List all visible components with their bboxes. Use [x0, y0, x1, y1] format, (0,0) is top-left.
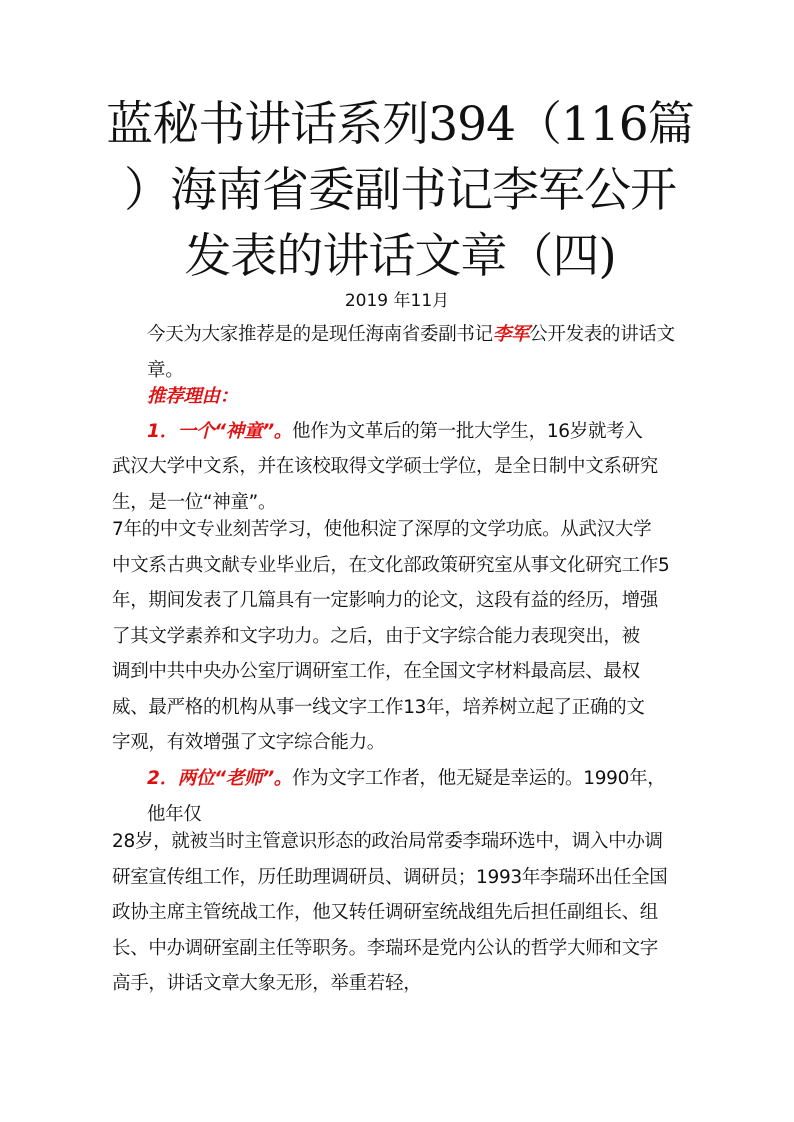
point1-first-line: [147, 414, 643, 450]
text-line: 政协主席主管统战工作，他又转任调研室统战组先后担任副组长、组: [112, 902, 659, 923]
paragraph-three: [112, 824, 667, 1002]
recommend-heading-text: 推荐理由：: [147, 386, 239, 407]
title-line: 蓝秘书讲话系列394（116篇: [106, 97, 694, 152]
intro-paragraph: [147, 317, 675, 388]
document-date: 2019 年11月: [344, 291, 450, 311]
point1-text: 他作为文革后的第一批大学生，16岁就考入: [292, 421, 643, 442]
point2-text: 作为文字工作者，他无疑是幸运的。1990年，: [292, 768, 666, 789]
text-line: 他年仅: [147, 803, 202, 825]
text-line: 武汉大学中文系，并在该校取得文学硕士学位，是全日制中文系研究: [112, 456, 659, 477]
text-line: 高手，讲话文章大象无形，举重若轻，: [112, 973, 422, 994]
person-name-highlight: 李军: [492, 324, 530, 345]
title-line: ）海南省委副书记李军公开: [124, 163, 676, 218]
intro-line: [147, 317, 675, 353]
text-line: 28岁，就被当时主管意识形态的政治局常委李瑞环选中，调入中办调: [112, 831, 663, 852]
paragraph-two: [112, 512, 669, 761]
text-line: 威、最严格的机构从事一线文字工作13年，培养树立起了正确的文: [112, 696, 645, 718]
text-line: 了其文学素养和文字功力。之后，由于文字综合能力表现突出，被: [112, 625, 640, 647]
intro-line: 章。: [147, 359, 184, 381]
text-line: 长、中办调研室副主任等职务。李瑞环是党内公认的哲学大师和文字: [112, 937, 659, 959]
text-line: 字观，有效增强了文字综合能力。: [112, 732, 386, 753]
point1-heading: 1．一个“神童”。: [147, 421, 293, 442]
text-line: 生，是一位“神童”。: [112, 491, 277, 513]
text-line: 研室宣传组工作，历任助理调研员、调研员；1993年李瑞环出任全国: [112, 866, 668, 888]
text-line: 年，期间发表了几篇具有一定影响力的论文，这段有益的经历，增强: [112, 590, 659, 611]
intro-text: 今天为大家推荐是的是现任海南省委副书记: [147, 324, 493, 345]
point2-paragraph: [147, 761, 666, 832]
text-line: 调到中共中央办公室厅调研室工作，在全国文字材料最高层、最权: [112, 661, 640, 682]
point2-heading: 2．两位“老师”。: [147, 768, 293, 789]
text-line: 7年的中文专业刻苦学习，使他积淀了深厚的文学功底。从武汉大学: [112, 519, 652, 540]
text-line: 中文系古典文献专业毕业后，在文化部政策研究室从事文化研究工作5: [112, 554, 670, 576]
document-title: [100, 92, 700, 290]
recommend-heading: [147, 379, 238, 415]
intro-text: 公开发表的讲话文: [529, 324, 675, 345]
point1-paragraph: [112, 449, 658, 520]
title-line: 发表的讲话文章（四): [184, 229, 616, 284]
